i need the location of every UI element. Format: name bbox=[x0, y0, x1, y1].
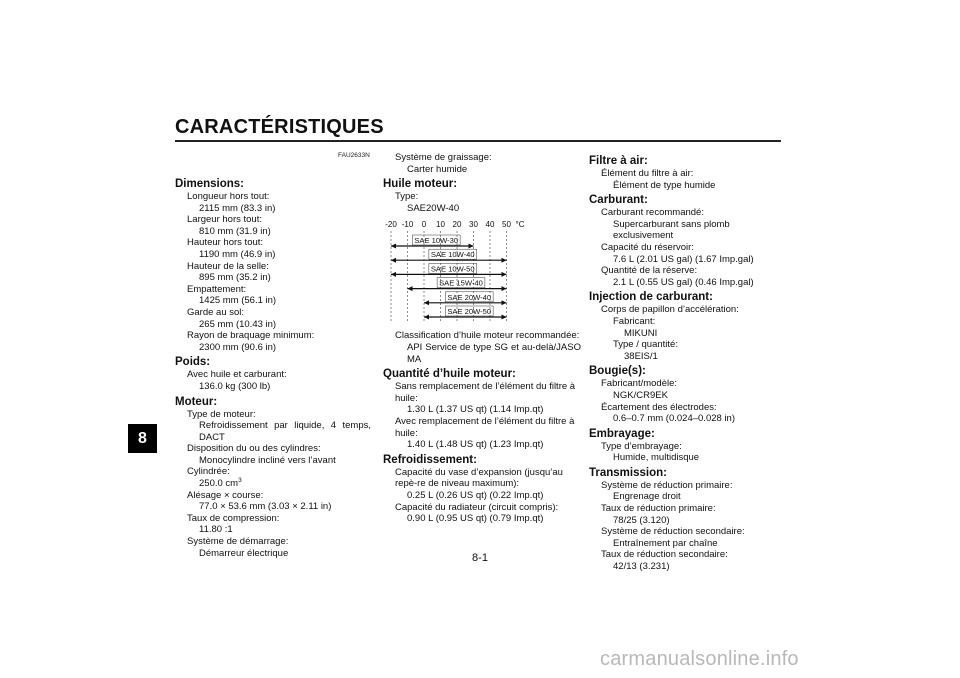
spec-value: 810 mm (31.9 in) bbox=[199, 225, 271, 237]
spec-value: 1.30 L (1.37 US qt) (1.14 Imp.qt) bbox=[407, 404, 544, 416]
watermark: carmanualsonline.info bbox=[600, 648, 799, 670]
spec-label: Carburant recommandé: bbox=[601, 207, 704, 219]
range-arrow-left bbox=[391, 272, 396, 277]
page-title: CARACTÉRISTIQUES bbox=[175, 116, 384, 138]
spec-value: 136.0 kg (300 lb) bbox=[199, 380, 271, 392]
spec-label: Système de graissage: bbox=[395, 152, 492, 163]
range-arrow-left bbox=[391, 258, 396, 263]
range-arrow-right bbox=[502, 315, 507, 320]
range-arrow-left bbox=[391, 244, 396, 249]
range-arrow-right bbox=[502, 301, 507, 306]
spec-value: 2.1 L (0.55 US gal) (0.46 Imp.gal) bbox=[613, 276, 754, 288]
document-code: FAU2633N bbox=[338, 152, 370, 159]
spec-value: 2300 mm (90.6 in) bbox=[199, 341, 277, 353]
column-right bbox=[589, 152, 789, 573]
range-arrow-left bbox=[424, 301, 429, 306]
spec-label: Taux de réduction primaire: bbox=[601, 503, 716, 515]
spec-label: Corps de papillon d’accélération: bbox=[601, 304, 739, 316]
spec-value: API Service de type SG et au-delà/JASO MA bbox=[407, 341, 581, 365]
spec-value: Engrenage droit bbox=[613, 491, 681, 503]
spec-value: 0.90 L (0.95 US qt) (0.79 Imp.qt) bbox=[407, 513, 544, 525]
tick-label: 20 bbox=[452, 220, 462, 230]
spec-label: Avec remplacement de l’élément du filtre à huile: bbox=[395, 415, 575, 439]
spec-value: Supercarburant sans plomb exclusivement bbox=[613, 218, 730, 242]
column-left bbox=[175, 175, 371, 559]
spec-label: Hauteur de la selle: bbox=[187, 260, 269, 272]
spec-value: Carter humide bbox=[407, 163, 468, 175]
range-arrow-right bbox=[469, 244, 474, 249]
column-middle bbox=[383, 152, 581, 525]
cylindree-value: 250.0 cm bbox=[199, 478, 239, 490]
spec-label: Empattement: bbox=[187, 283, 247, 295]
spec-label: Type de moteur: bbox=[187, 408, 256, 420]
series-label: SAE 15W-40 bbox=[439, 278, 483, 288]
spec-label: Garde au sol: bbox=[187, 306, 245, 318]
tick-label: -20 bbox=[385, 220, 397, 230]
tick-label: -10 bbox=[401, 220, 414, 230]
spec-label: Écartement des électrodes: bbox=[601, 401, 717, 413]
section-moteur-title: Moteur: bbox=[175, 395, 218, 408]
page-number: 8-1 bbox=[472, 552, 488, 564]
chapter-tab: 8 bbox=[128, 424, 157, 453]
section-quantite-title: Quantité d’huile moteur: bbox=[383, 368, 516, 381]
spec-value: 11.80 :1 bbox=[199, 524, 233, 536]
unit-label: °C bbox=[515, 220, 525, 230]
spec-label: Capacité du réservoir: bbox=[601, 241, 694, 253]
spec-label: Type d’embrayage: bbox=[601, 440, 682, 452]
spec-value: 78/25 (3.120) bbox=[613, 514, 670, 526]
section-filtre-title: Filtre à air: bbox=[589, 155, 648, 167]
spec-value: 2115 mm (83.3 in) bbox=[199, 202, 276, 214]
range-arrow-left bbox=[408, 286, 413, 291]
range-arrow-left bbox=[424, 315, 429, 320]
spec-value: 77.0 × 53.6 mm (3.03 × 2.11 in) bbox=[199, 501, 332, 513]
range-arrow-right bbox=[502, 272, 507, 277]
spec-value: 1190 mm (46.9 in) bbox=[199, 248, 276, 260]
spec-value: Démarreur électrique bbox=[199, 547, 289, 559]
spec-value: 7.6 L (2.01 US gal) (1.67 Imp.gal) bbox=[613, 253, 754, 265]
spec-label: Largeur hors tout: bbox=[187, 214, 262, 226]
spec-label: Sans remplacement de l’élément du filtre à huile: bbox=[395, 381, 576, 404]
spec-value: MIKUNI bbox=[624, 327, 658, 339]
section-injection-title: Injection de carburant: bbox=[589, 291, 713, 304]
spec-label: Système de réduction primaire: bbox=[601, 479, 733, 491]
spec-label: Avec huile et carburant: bbox=[187, 369, 287, 381]
spec-label: Hauteur hors tout: bbox=[187, 237, 264, 249]
range-arrow-right bbox=[502, 258, 507, 263]
section-refroidissement-title: Refroidissement: bbox=[383, 453, 477, 466]
spec-value: Monocylindre incliné vers l’avant bbox=[199, 454, 336, 466]
tick-label: 40 bbox=[485, 220, 495, 230]
spec-label: Capacité du vase d’expansion (jusqu’au repè-re de niveau maximum): bbox=[395, 466, 563, 490]
spec-label: Système de réduction secondaire: bbox=[601, 526, 745, 538]
cylindree-exponent: 3 bbox=[238, 476, 242, 484]
section-poids-title: Poids: bbox=[175, 356, 211, 369]
spec-value: SAE20W-40 bbox=[407, 202, 460, 214]
spec-label: Classification d’huile moteur recommandée: bbox=[395, 330, 580, 342]
spec-label: Taux de réduction secondaire: bbox=[601, 549, 728, 561]
spec-value: 1.40 L (1.48 US qt) (1.23 Imp.qt) bbox=[407, 439, 544, 451]
series-label: SAE 20W-50 bbox=[447, 307, 492, 317]
range-arrow-right bbox=[502, 286, 507, 291]
spec-label: Rayon de braquage minimum: bbox=[187, 330, 315, 342]
section-huile-title: Huile moteur: bbox=[383, 178, 458, 191]
series-label: SAE 10W-40 bbox=[430, 250, 475, 260]
spec-sublabel: Fabricant: bbox=[613, 315, 656, 327]
spec-label: Quantité de la réserve: bbox=[601, 265, 698, 277]
spec-value: 38EIS/1 bbox=[624, 350, 658, 362]
spec-label: Système de démarrage: bbox=[187, 536, 289, 548]
spec-label: Longueur hors tout: bbox=[187, 191, 270, 202]
series-label: SAE 10W-30 bbox=[414, 236, 459, 246]
spec-label: Capacité du radiateur (circuit compris): bbox=[395, 501, 559, 513]
spec-value: Refroidissement par liquide, 4 temps, DACT bbox=[199, 420, 371, 443]
spec-label: Élément du filtre à air: bbox=[601, 168, 694, 179]
spec-value: 265 mm (10.43 in) bbox=[199, 318, 277, 330]
spec-value: NGK/CR9EK bbox=[613, 389, 668, 401]
section-embrayage-title: Embrayage: bbox=[589, 427, 655, 440]
spec-label: Type: bbox=[395, 191, 419, 203]
section-bougie-title: Bougie(s): bbox=[589, 365, 646, 378]
spec-value: 0.6–0.7 mm (0.024–0.028 in) bbox=[613, 413, 735, 425]
series-label: SAE 10W-50 bbox=[430, 264, 475, 274]
spec-value-cylindree bbox=[175, 478, 371, 490]
tick-label: 50 bbox=[502, 220, 511, 230]
series-label: SAE 20W-40 bbox=[447, 293, 492, 303]
section-dimensions-title: Dimensions: bbox=[175, 178, 245, 190]
tick-label: 30 bbox=[469, 220, 478, 230]
spec-label: Alésage × course: bbox=[187, 489, 264, 501]
spec-value: 0.25 L (0.26 US qt) (0.22 Imp.qt) bbox=[407, 489, 544, 501]
section-carburant-title: Carburant: bbox=[589, 194, 648, 207]
spec-label: Fabricant/modèle: bbox=[601, 378, 678, 390]
spec-value: 42/13 (3.231) bbox=[613, 561, 670, 573]
spec-label: Cylindrée: bbox=[187, 466, 230, 478]
spec-label: Disposition du ou des cylindres: bbox=[187, 443, 321, 455]
spec-value: 895 mm (35.2 in) bbox=[199, 272, 271, 284]
title-rule bbox=[175, 140, 781, 142]
tick-label: 10 bbox=[436, 220, 445, 230]
spec-value: Élément de type humide bbox=[613, 179, 716, 191]
spec-label: Taux de compression: bbox=[187, 512, 280, 524]
spec-value: 1425 mm (56.1 in) bbox=[199, 295, 277, 307]
spec-value: Humide, multidisque bbox=[613, 452, 700, 464]
section-transmission-title: Transmission: bbox=[589, 466, 667, 479]
oil-viscosity-chart bbox=[383, 218, 525, 326]
tick-label: 0 bbox=[421, 220, 427, 230]
spec-value: Entraînement par chaîne bbox=[613, 537, 718, 549]
spec-sublabel: Type / quantité: bbox=[613, 339, 678, 351]
